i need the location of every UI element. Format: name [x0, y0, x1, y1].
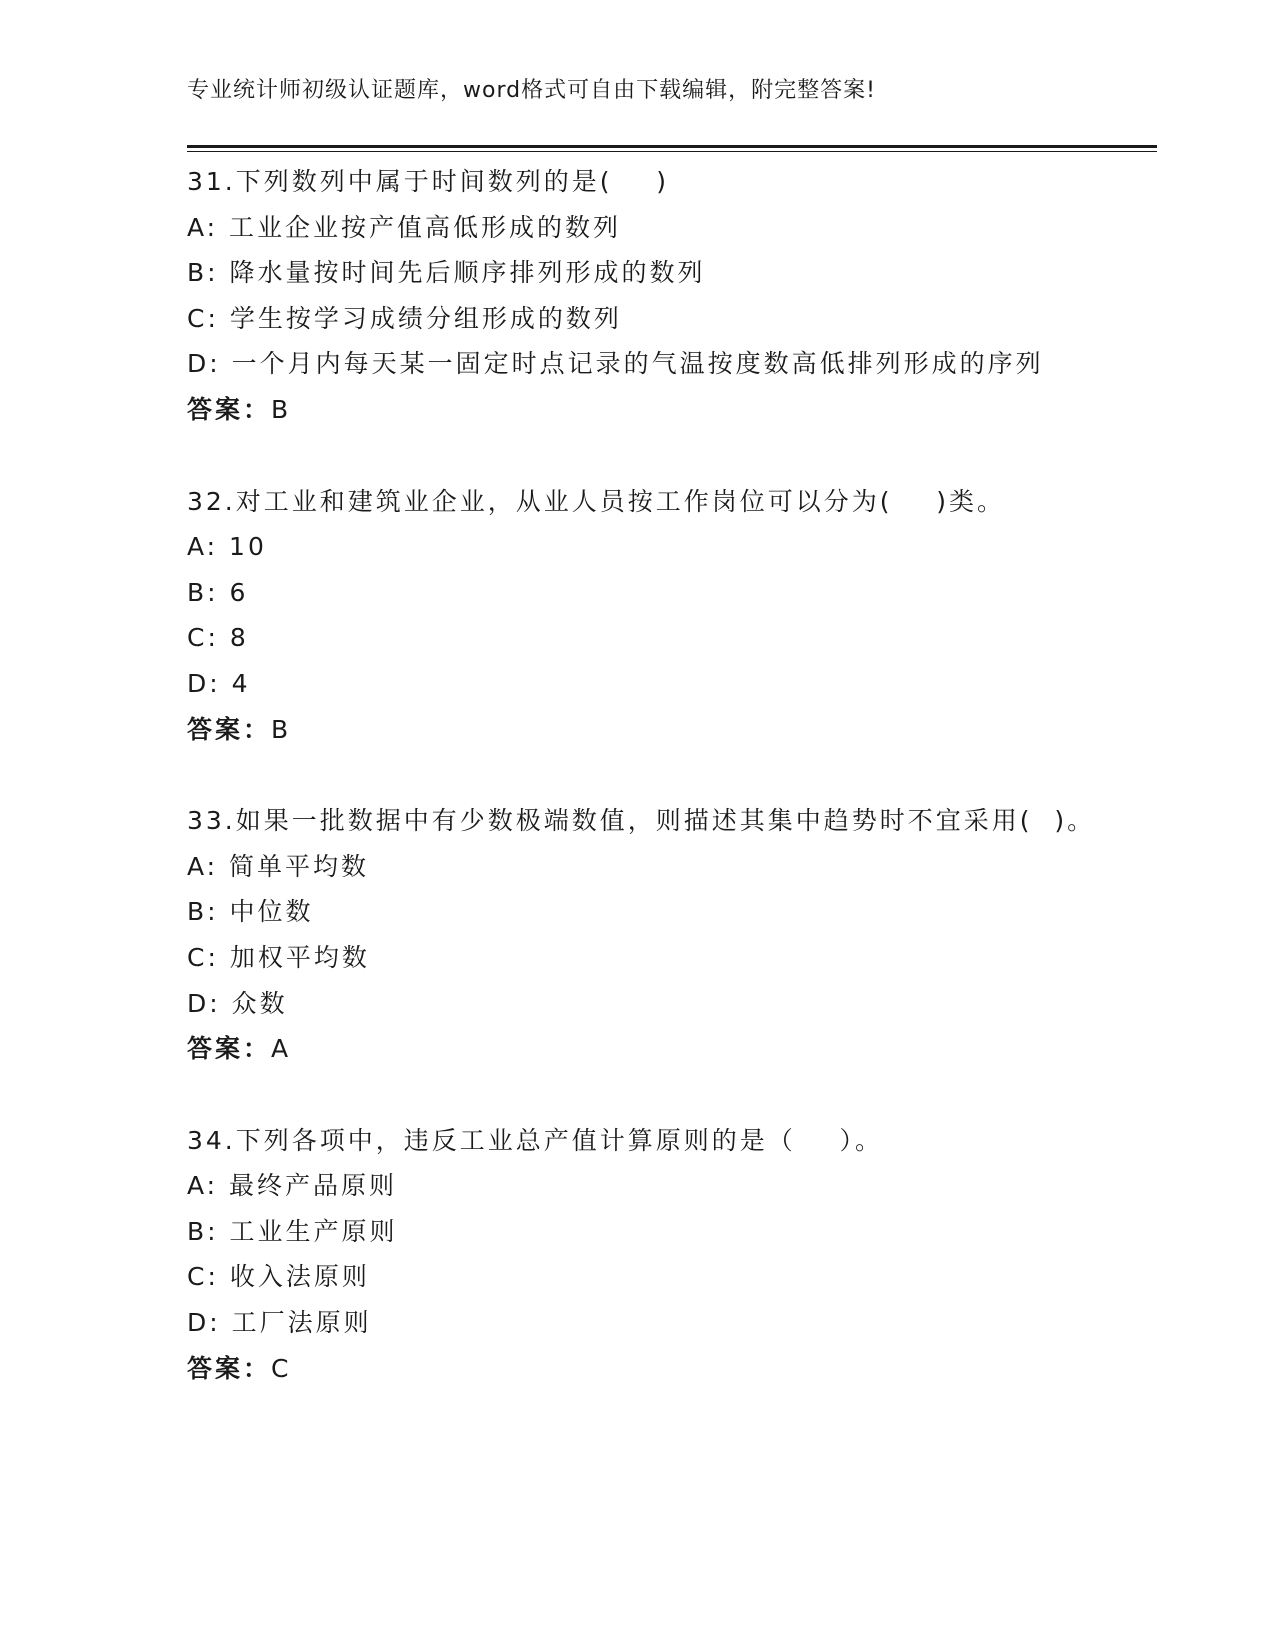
option-a: A: 10 [187, 532, 267, 562]
answer-label: 答案： [187, 1353, 272, 1383]
answer-label: 答案： [187, 1034, 272, 1064]
answer-label: 答案： [187, 394, 272, 424]
question-32 [187, 479, 1117, 753]
question-stem: 34.下列各项中，违反工业总产值计算原则的是（ ）。 [187, 1125, 884, 1155]
option-d: D: 4 [187, 668, 251, 698]
option-b: B: 6 [187, 577, 249, 607]
question-list [187, 159, 1117, 1437]
option-b: B: 中位数 [187, 897, 314, 927]
answer-line [187, 387, 1117, 433]
option-c: C: 加权平均数 [187, 942, 370, 972]
option-a: A: 简单平均数 [187, 851, 370, 881]
option-c: C: 学生按学习成绩分组形成的数列 [187, 303, 622, 333]
answer-line [187, 1346, 1117, 1392]
answer-label: 答案： [187, 714, 272, 744]
answer-line [187, 707, 1117, 753]
answer-line [187, 1026, 1117, 1072]
answer-value: C [271, 1353, 292, 1383]
option-d: D: 工厂法原则 [187, 1308, 372, 1338]
answer-value: B [271, 714, 292, 744]
answer-value: B [271, 394, 292, 424]
option-a: A: 工业企业按产值高低形成的数列 [187, 212, 622, 242]
option-d: D: 众数 [187, 988, 288, 1018]
option-c: C: 收入法原则 [187, 1262, 370, 1292]
page-header: 专业统计师初级认证题库，word格式可自由下载编辑，附完整答案! [187, 78, 876, 103]
option-d: D: 一个月内每天某一固定时点记录的气温按度数高低排列形成的序列 [187, 349, 1044, 379]
option-c: C: 8 [187, 623, 249, 653]
question-stem: 31.下列数列中属于时间数列的是( ) [187, 167, 670, 196]
header-divider [187, 145, 1157, 152]
question-33 [187, 798, 1117, 1072]
option-b: B: 降水量按时间先后顺序排列形成的数列 [187, 258, 706, 288]
question-34 [187, 1118, 1117, 1392]
question-stem: 33.如果一批数据中有少数极端数值，则描述其集中趋势时不宜采用( )。 [187, 806, 1096, 836]
answer-value: A [271, 1034, 292, 1064]
option-a: A: 最终产品原则 [187, 1171, 398, 1201]
question-stem: 32.对工业和建筑业企业，从业人员按工作岗位可以分为( )类。 [187, 486, 1006, 516]
option-b: B: 工业生产原则 [187, 1216, 398, 1246]
question-31 [187, 159, 1117, 433]
